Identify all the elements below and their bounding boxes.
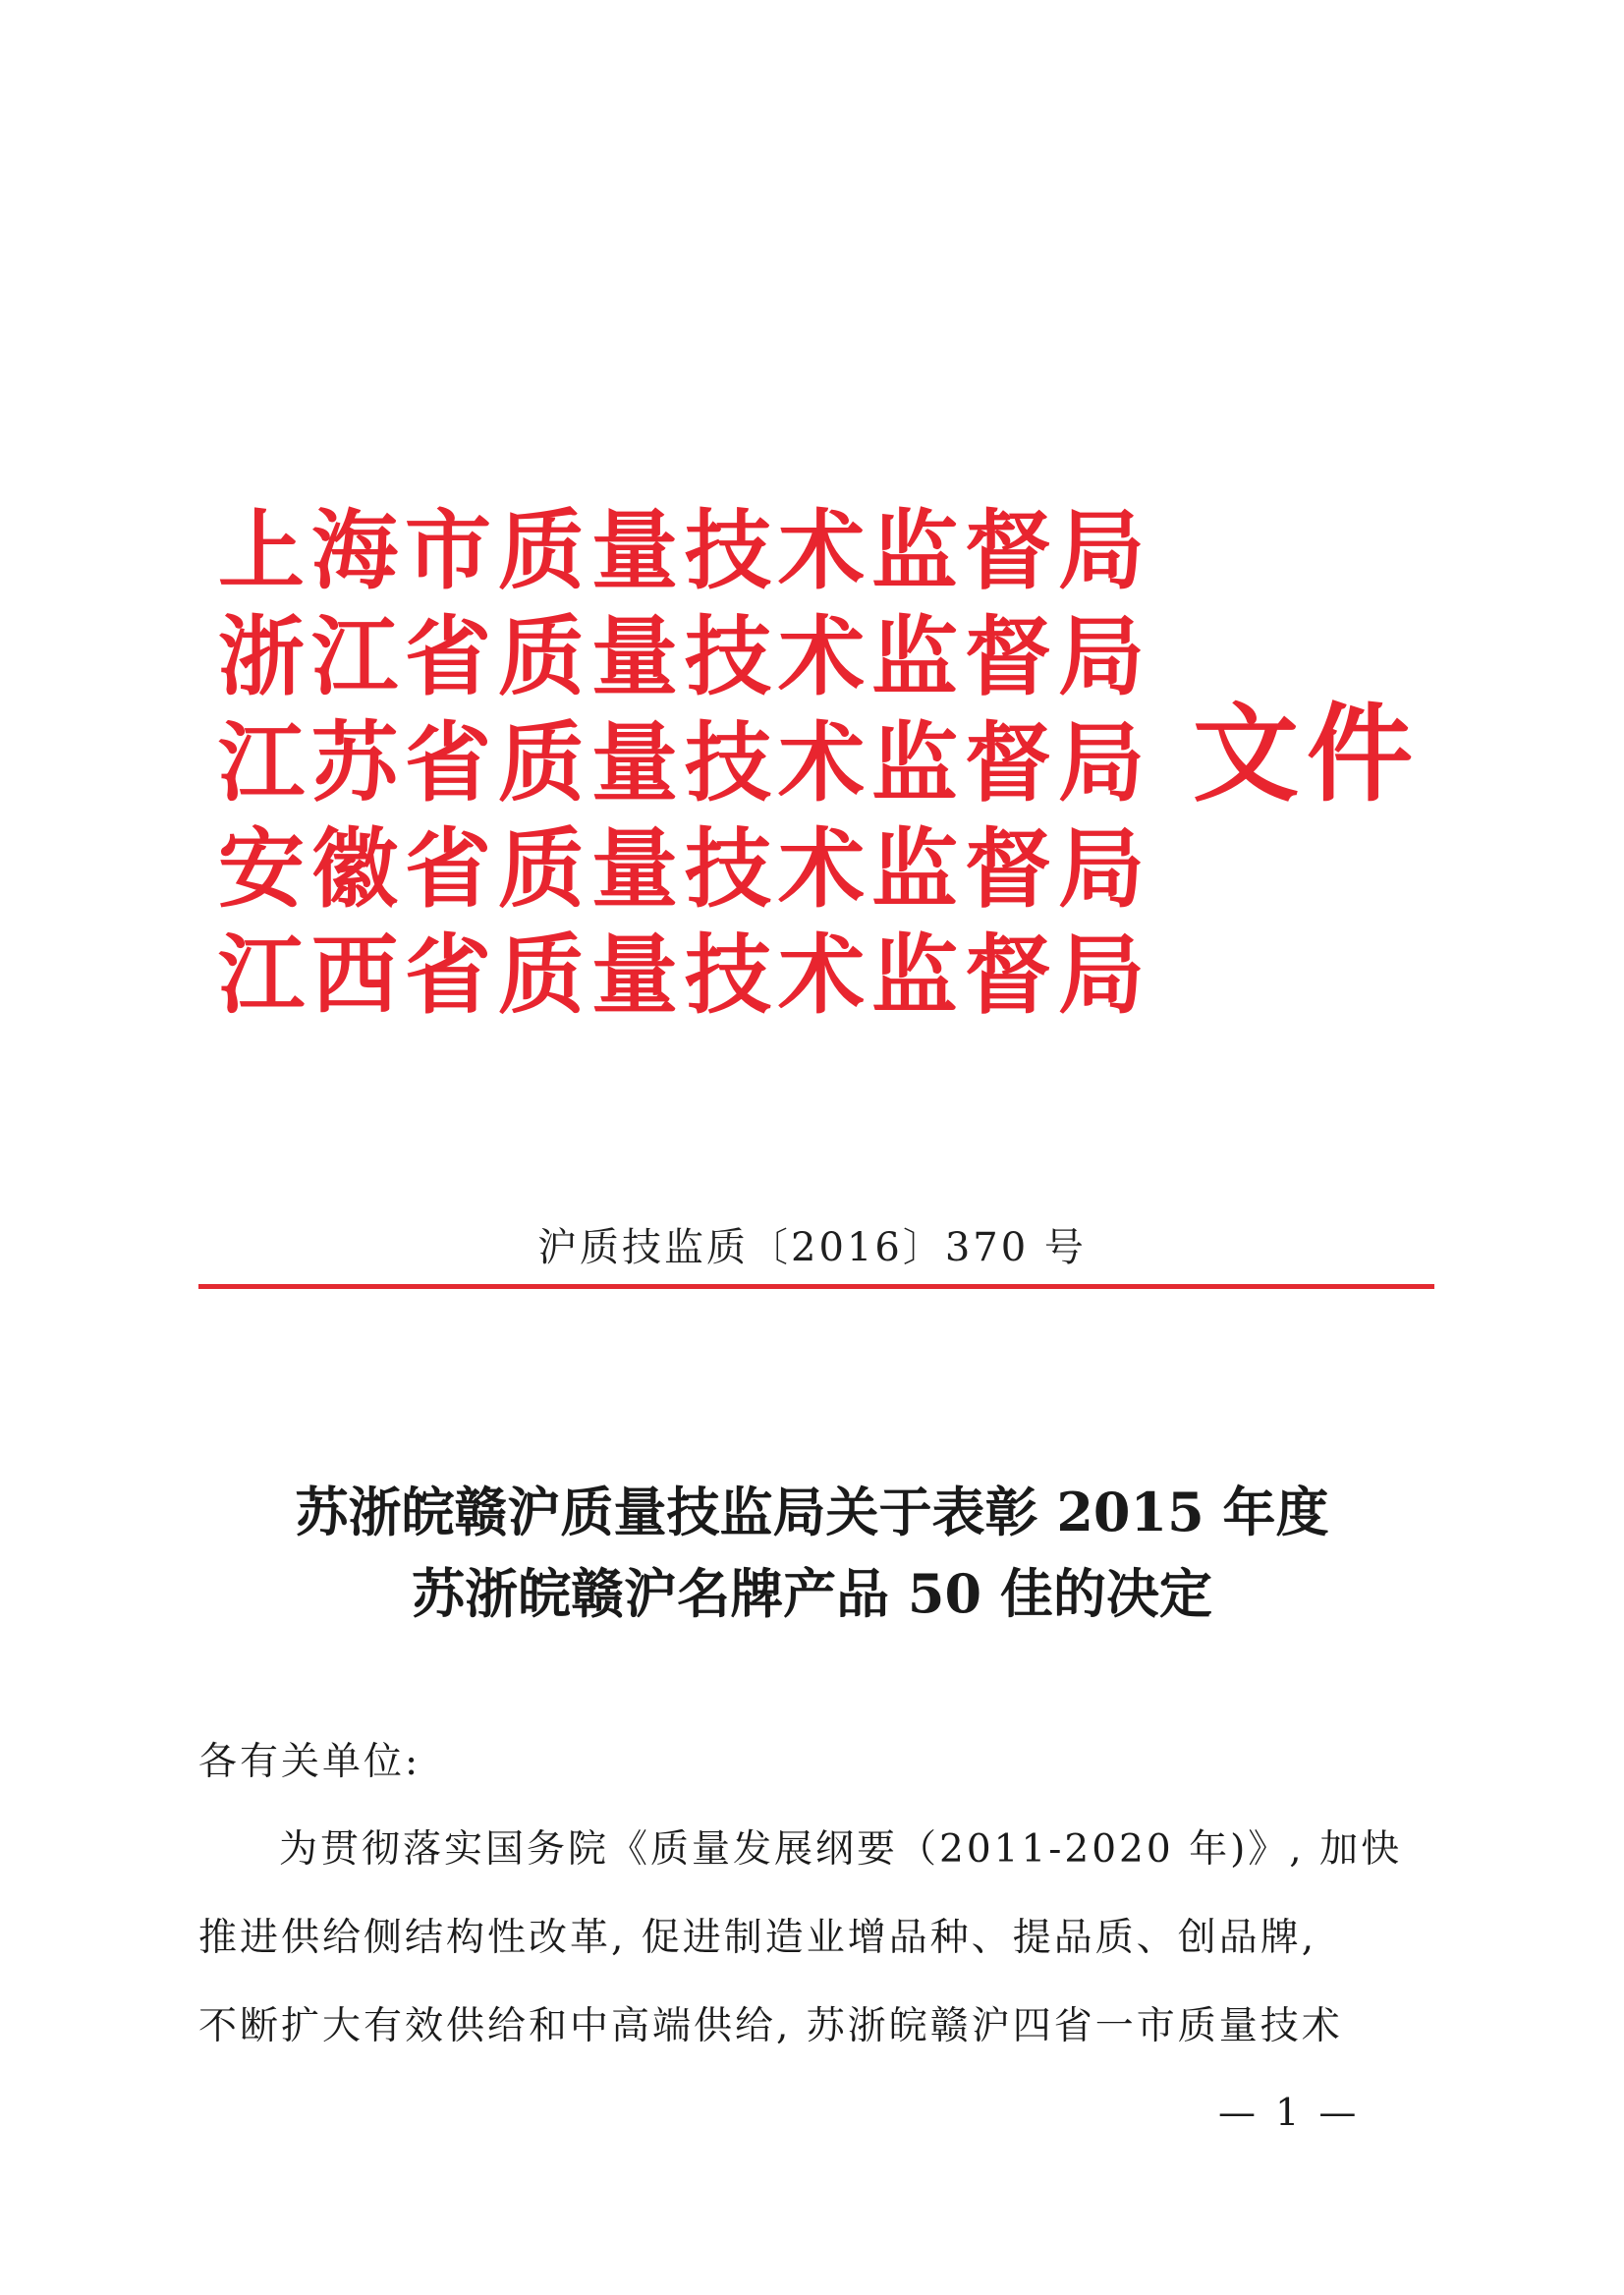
red-divider-rule	[198, 1284, 1434, 1289]
body-line-3: 不断扩大有效供给和中高端供给, 苏浙皖赣沪四省一市质量技术	[198, 2004, 1343, 2048]
document-title-line-1: 苏浙皖赣沪质量技监局关于表彰 2015 年度	[295, 1481, 1329, 1543]
masthead-suffix: 文件	[1193, 693, 1422, 816]
body-line-2: 推进供给侧结构性改革, 促进制造业增品种、提品质、创品牌,	[198, 1916, 1317, 1960]
body-line-1: 为贯彻落实国务院《质量发展纲要（2011-2020 年)》, 加快	[279, 1827, 1403, 1872]
masthead-line-jiangsu: 江苏省质量技术监督局	[218, 711, 1152, 813]
salutation: 各有关单位:	[198, 1740, 421, 1784]
page-number: — 1 —	[1218, 2091, 1361, 2134]
masthead-line-zhejiang: 浙江省质量技术监督局	[218, 605, 1152, 707]
document-number: 沪质技监质〔2016〕370 号	[537, 1225, 1087, 1270]
document-title-line-2: 苏浙皖赣沪名牌产品 50 佳的决定	[412, 1562, 1212, 1625]
masthead-line-anhui: 安徽省质量技术监督局	[218, 817, 1152, 920]
masthead-line-shanghai: 上海市质量技术监督局	[218, 499, 1152, 601]
red-masthead	[218, 499, 1422, 1032]
masthead-line-jiangxi: 江西省质量技术监督局	[218, 924, 1152, 1026]
